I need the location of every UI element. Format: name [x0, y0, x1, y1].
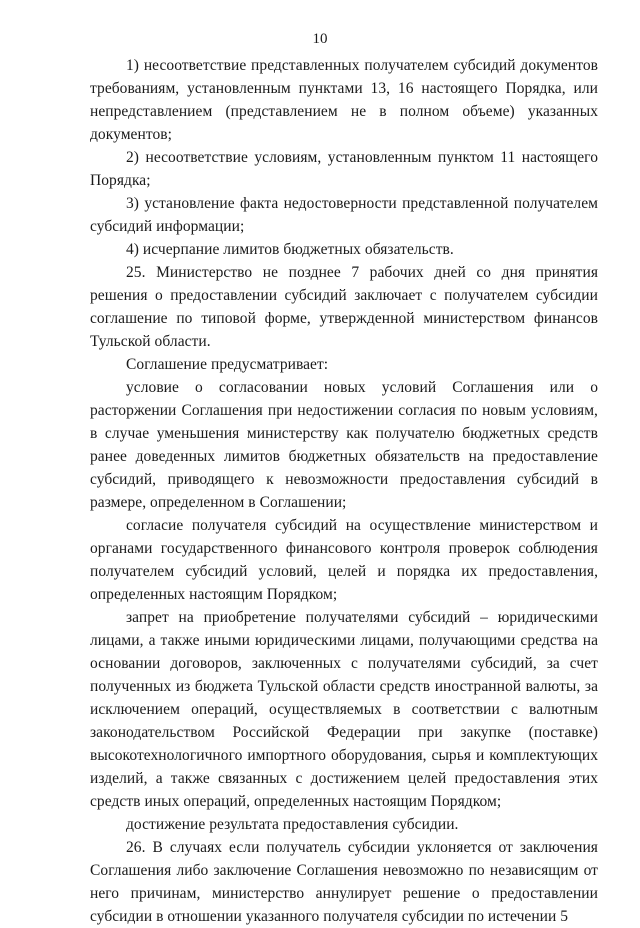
- paragraph-agreement-intro: Соглашение предусматривает:: [126, 356, 329, 373]
- paragraph-consent-inspection: согласие получателя субсидий на осуществление министерством и органами государственного финансового контроля проверок соблюдения получателем субсидий условий, целей и порядка их предоставления, определенных настоящим Порядком;: [90, 517, 598, 603]
- paragraph-currency-prohibition: запрет на приобретение получателями субсидий – юридическими лицами, а также иными юридическими лицами, получающими средства на основании договоров, заключенных с получателями субсидий, за счет полученных из бюджета Тульской области средств иностранной валюты, за исключением операций, осуществляемых в соответствии с валютным законодательством Российской Федерации при закупке (поставке) высокотехнологичного импортного оборудования, сырья и комплектующих изделий, а также связанных с достижением целей предоставления этих средств иных операций, определенных настоящим Порядком;: [90, 609, 598, 810]
- paragraph-result-achievement: достижение результата предоставления субсидии.: [126, 816, 459, 833]
- page-number: 10: [312, 31, 328, 47]
- paragraph-item-2: 2) несоответствие условиям, установленным пунктом 11 настоящего Порядка;: [90, 149, 598, 189]
- paragraph-item-4: 4) исчерпание лимитов бюджетных обязательств.: [126, 241, 454, 258]
- paragraph-item-1: 1) несоответствие представленных получателем субсидий документов требованиям, установленным пунктами 13, 16 настоящего Порядка, или непредставлением (представлением не в полном объеме) указанных документов;: [90, 57, 598, 143]
- paragraph-condition-new-terms: условие о согласовании новых условий Соглашения или о расторжении Соглашения при недостижении согласия по новым условиям, в случае уменьшения министерству как получателю бюджетных средств ранее доведенных лимитов бюджетных обязательств на предоставление субсидий, приводящего к невозможности предоставления субсидий в размере, определенном в Соглашении;: [90, 379, 598, 511]
- paragraph-clause-25: 25. Министерство не позднее 7 рабочих дней со дня принятия решения о предоставлении субсидий заключает с получателем субсидии соглашение по типовой форме, утвержденной министерством финансов Тульской области.: [90, 264, 598, 350]
- document-body: [90, 54, 598, 928]
- paragraph-item-3: 3) установление факта недостоверности представленной получателем субсидий информации;: [90, 195, 598, 235]
- paragraph-clause-26: 26. В случаях если получатель субсидии уклоняется от заключения Соглашения либо заключение Соглашения невозможно по независящим от него причинам, министерство аннулирует решение о предоставлении субсидии в отношении указанного получателя субсидии по истечении 5: [90, 839, 598, 925]
